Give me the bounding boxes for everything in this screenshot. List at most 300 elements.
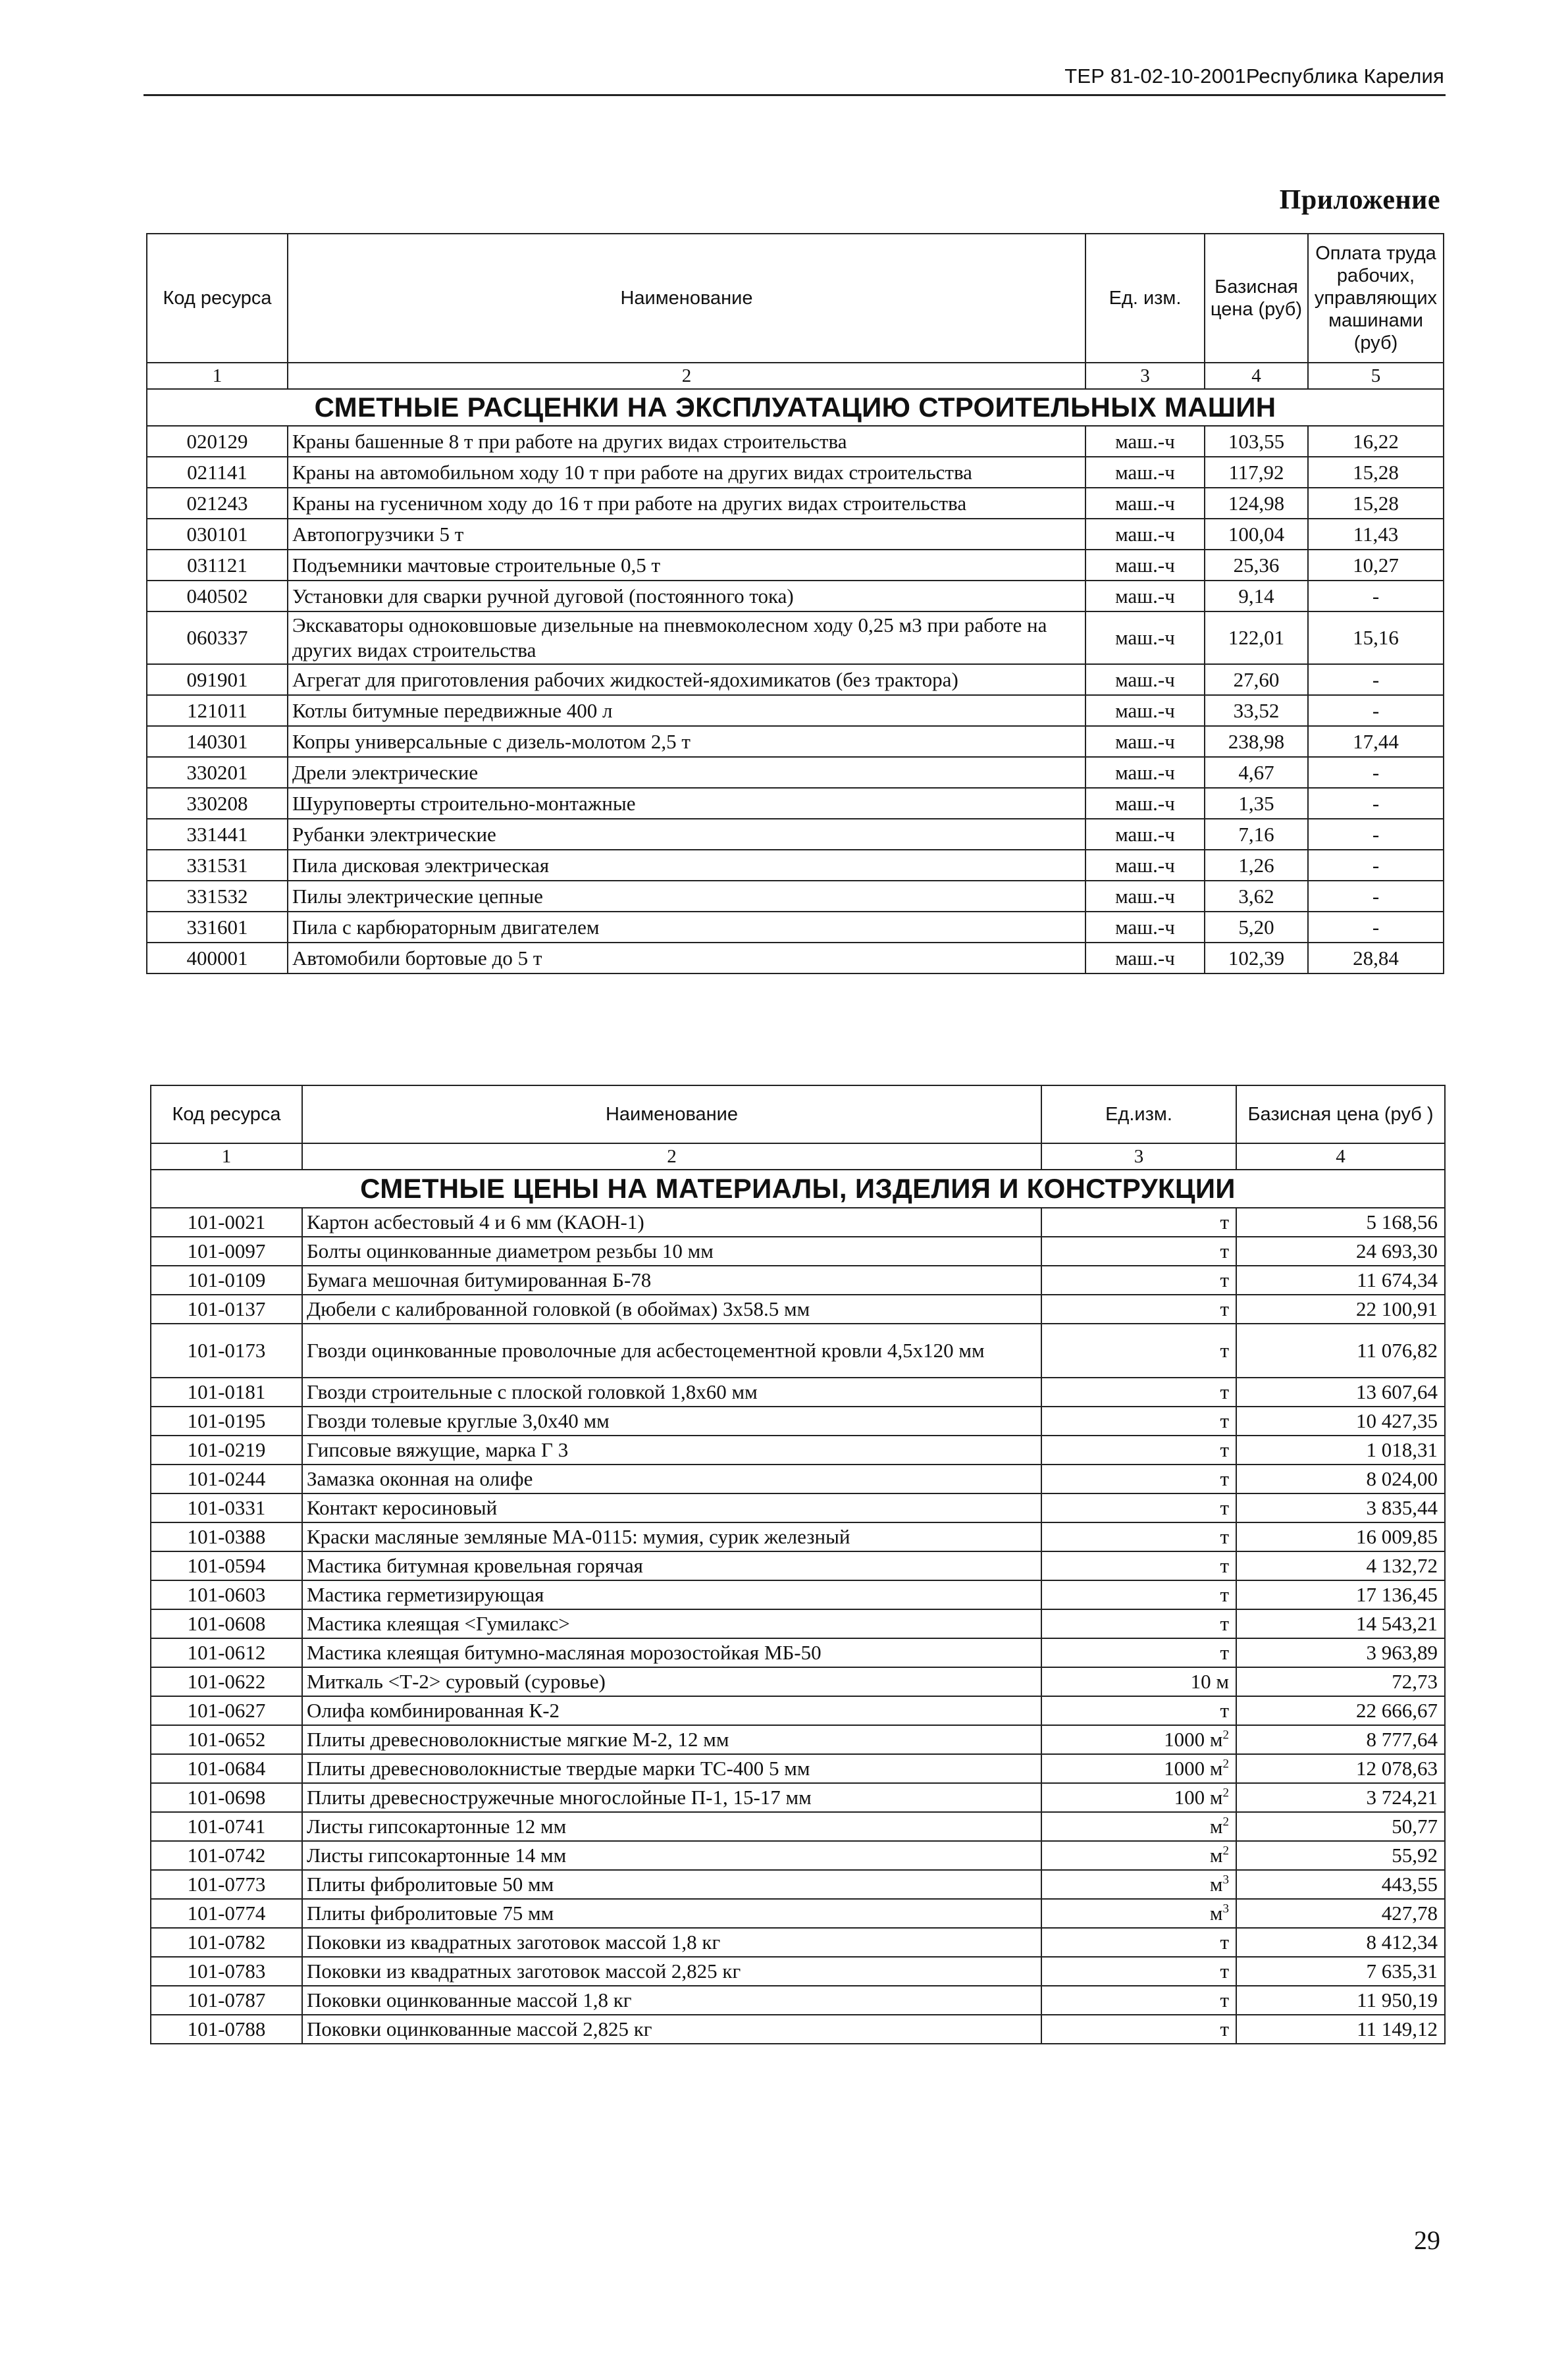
resource-name: Пилы электрические цепные — [288, 881, 1085, 912]
resource-code: 101-0652 — [151, 1725, 302, 1754]
base-price: 10 427,35 — [1236, 1407, 1445, 1436]
table-row — [151, 1324, 1445, 1378]
resource-name: Гвозди толевые круглые 3,0х40 мм — [302, 1407, 1041, 1436]
unit-exponent: 2 — [1222, 1728, 1229, 1742]
machines-section-title: СМЕТНЫЕ РАСЦЕНКИ НА ЭКСПЛУАТАЦИЮ СТРОИТЕЛЬНЫХ МАШИН — [147, 389, 1444, 426]
table-row — [151, 1493, 1445, 1522]
labor-cost: - — [1308, 695, 1444, 726]
base-price: 16 009,85 — [1236, 1522, 1445, 1551]
unit-of-measure: маш.-ч — [1085, 695, 1205, 726]
resource-code: 101-0137 — [151, 1295, 302, 1324]
unit-of-measure: маш.-ч — [1085, 611, 1205, 664]
table-row — [151, 1295, 1445, 1324]
unit-of-measure: маш.-ч — [1085, 488, 1205, 519]
resource-name: Краны на автомобильном ходу 10 т при работе на других видах строительства — [288, 457, 1085, 488]
base-price: 1,35 — [1205, 788, 1308, 819]
unit-of-measure: маш.-ч — [1085, 850, 1205, 881]
table-row — [147, 695, 1444, 726]
base-price: 24 693,30 — [1236, 1237, 1445, 1266]
resource-code: 101-0219 — [151, 1436, 302, 1465]
resource-name: Мастика битумная кровельная горячая — [302, 1551, 1041, 1580]
header-code: Код ресурса — [151, 1085, 302, 1143]
resource-name: Олифа комбинированная К-2 — [302, 1696, 1041, 1725]
resource-code: 101-0612 — [151, 1638, 302, 1667]
resource-code: 101-0627 — [151, 1696, 302, 1725]
resource-code: 101-0331 — [151, 1493, 302, 1522]
unit-of-measure: маш.-ч — [1085, 819, 1205, 850]
table-row — [151, 1208, 1445, 1237]
table-row — [147, 881, 1444, 912]
resource-code: 121011 — [147, 695, 288, 726]
table-row — [151, 1465, 1445, 1493]
materials-section-title: СМЕТНЫЕ ЦЕНЫ НА МАТЕРИАЛЫ, ИЗДЕЛИЯ И КОНСТРУКЦИИ — [151, 1170, 1445, 1208]
base-price: 11 950,19 — [1236, 1986, 1445, 2015]
resource-code: 040502 — [147, 581, 288, 611]
labor-cost: - — [1308, 850, 1444, 881]
base-price: 14 543,21 — [1236, 1609, 1445, 1638]
resource-name: Мастика клеящая битумно-масляная морозостойкая МБ-50 — [302, 1638, 1041, 1667]
labor-cost: 15,28 — [1308, 488, 1444, 519]
base-price: 122,01 — [1205, 611, 1308, 664]
labor-cost: - — [1308, 819, 1444, 850]
base-price: 13 607,64 — [1236, 1378, 1445, 1407]
resource-name: Контакт керосиновый — [302, 1493, 1041, 1522]
resource-code: 091901 — [147, 664, 288, 695]
resource-name: Гвозди строительные с плоской головкой 1,8х60 мм — [302, 1378, 1041, 1407]
resource-code: 101-0742 — [151, 1841, 302, 1870]
header-code: Код ресурса — [147, 234, 288, 363]
resource-code: 101-0741 — [151, 1812, 302, 1841]
table-row — [151, 1812, 1445, 1841]
resource-code: 101-0021 — [151, 1208, 302, 1237]
header-name: Наименование — [288, 234, 1085, 363]
base-price: 4 132,72 — [1236, 1551, 1445, 1580]
unit-text: т — [1220, 1959, 1229, 1983]
unit-text: 1000 м — [1164, 1757, 1223, 1780]
unit-exponent: 2 — [1222, 1786, 1229, 1800]
colnum-3: 3 — [1041, 1143, 1236, 1170]
header-price: Базисная цена (руб) — [1205, 234, 1308, 363]
resource-name: Бумага мешочная битумированная Б-78 — [302, 1266, 1041, 1295]
labor-cost: 15,16 — [1308, 611, 1444, 664]
unit-of-measure — [1041, 1522, 1236, 1551]
table-row — [147, 581, 1444, 611]
unit-of-measure — [1041, 1436, 1236, 1465]
resource-name: Миткаль <Т-2> суровый (суровье) — [302, 1667, 1041, 1696]
resource-name: Листы гипсокартонные 14 мм — [302, 1841, 1041, 1870]
page-number: 29 — [1414, 2225, 1440, 2255]
unit-of-measure — [1041, 1638, 1236, 1667]
resource-name: Копры универсальные с дизель-молотом 2,5 т — [288, 726, 1085, 757]
unit-of-measure — [1041, 1407, 1236, 1436]
unit-of-measure — [1041, 1841, 1236, 1870]
resource-name: Рубанки электрические — [288, 819, 1085, 850]
unit-text: м — [1209, 1902, 1223, 1925]
unit-text: т — [1220, 1612, 1229, 1635]
resource-code: 101-0388 — [151, 1522, 302, 1551]
resource-code: 060337 — [147, 611, 288, 664]
resource-name: Поковки оцинкованные массой 2,825 кг — [302, 2015, 1041, 2044]
colnum-2: 2 — [288, 363, 1085, 389]
resource-name: Плиты фибролитовые 50 мм — [302, 1870, 1041, 1899]
base-price: 8 024,00 — [1236, 1465, 1445, 1493]
resource-code: 101-0787 — [151, 1986, 302, 2015]
labor-cost: - — [1308, 757, 1444, 788]
unit-exponent: 3 — [1222, 1873, 1229, 1887]
base-price: 427,78 — [1236, 1899, 1445, 1928]
unit-of-measure — [1041, 1899, 1236, 1928]
header-labor: Оплата труда рабочих, управляющих машинами (руб) — [1308, 234, 1444, 363]
resource-code: 330201 — [147, 757, 288, 788]
base-price: 22 100,91 — [1236, 1295, 1445, 1324]
table-row — [147, 912, 1444, 943]
resource-code: 101-0684 — [151, 1754, 302, 1783]
base-price: 17 136,45 — [1236, 1580, 1445, 1609]
table-row — [151, 1667, 1445, 1696]
unit-of-measure — [1041, 1667, 1236, 1696]
colnum-1: 1 — [147, 363, 288, 389]
base-price: 7,16 — [1205, 819, 1308, 850]
resource-code: 101-0109 — [151, 1266, 302, 1295]
resource-name: Пила с карбюраторным двигателем — [288, 912, 1085, 943]
table-row — [147, 664, 1444, 695]
table-row — [147, 611, 1444, 664]
unit-of-measure — [1041, 1812, 1236, 1841]
resource-code: 101-0244 — [151, 1465, 302, 1493]
unit-text: т — [1220, 1641, 1229, 1664]
resource-code: 020129 — [147, 426, 288, 457]
labor-cost: 28,84 — [1308, 943, 1444, 973]
colnum-3: 3 — [1085, 363, 1205, 389]
resource-name: Плиты древесностружечные многослойные П-1, 15-17 мм — [302, 1783, 1041, 1812]
machines-section-row — [147, 389, 1444, 426]
resource-code: 101-0782 — [151, 1928, 302, 1957]
unit-text: т — [1220, 1699, 1229, 1722]
table-row — [147, 757, 1444, 788]
base-price: 238,98 — [1205, 726, 1308, 757]
colnum-1: 1 — [151, 1143, 302, 1170]
resource-code: 101-0097 — [151, 1237, 302, 1266]
table-row — [151, 1580, 1445, 1609]
table-row — [151, 1986, 1445, 2015]
resource-code: 331441 — [147, 819, 288, 850]
table-row — [151, 1609, 1445, 1638]
base-price: 4,67 — [1205, 757, 1308, 788]
resource-code: 330208 — [147, 788, 288, 819]
base-price: 55,92 — [1236, 1841, 1445, 1870]
colnum-4: 4 — [1205, 363, 1308, 389]
resource-name: Дюбели с калиброванной головкой (в обоймах) 3х58.5 мм — [302, 1295, 1041, 1324]
unit-of-measure — [1041, 1870, 1236, 1899]
table-row — [151, 1522, 1445, 1551]
unit-exponent: 2 — [1222, 1757, 1229, 1771]
table-row — [151, 1436, 1445, 1465]
unit-text: т — [1220, 1339, 1229, 1362]
base-price: 3 724,21 — [1236, 1783, 1445, 1812]
unit-of-measure — [1041, 1266, 1236, 1295]
header-price: Базисная цена (руб ) — [1236, 1085, 1445, 1143]
base-price: 102,39 — [1205, 943, 1308, 973]
unit-of-measure: маш.-ч — [1085, 519, 1205, 550]
table-row — [151, 1957, 1445, 1986]
unit-of-measure: маш.-ч — [1085, 757, 1205, 788]
resource-name: Гипсовые вяжущие, марка Г 3 — [302, 1436, 1041, 1465]
labor-cost: 16,22 — [1308, 426, 1444, 457]
unit-text: т — [1220, 1988, 1229, 2011]
materials-colnum-row — [151, 1143, 1445, 1170]
resource-name: Мастика герметизирующая — [302, 1580, 1041, 1609]
unit-text: т — [1220, 1496, 1229, 1519]
unit-of-measure — [1041, 1986, 1236, 2015]
resource-code: 101-0698 — [151, 1783, 302, 1812]
unit-text: 100 м — [1174, 1786, 1223, 1809]
unit-of-measure: маш.-ч — [1085, 664, 1205, 695]
unit-text: т — [1220, 1210, 1229, 1233]
page-header — [144, 61, 1446, 96]
labor-cost: - — [1308, 664, 1444, 695]
table-row — [151, 1870, 1445, 1899]
unit-text: т — [1220, 1583, 1229, 1606]
labor-cost: 15,28 — [1308, 457, 1444, 488]
unit-of-measure — [1041, 1324, 1236, 1378]
resource-name: Краны на гусеничном ходу до 16 т при работе на других видах строительства — [288, 488, 1085, 519]
colnum-4: 4 — [1236, 1143, 1445, 1170]
resource-code: 101-0622 — [151, 1667, 302, 1696]
unit-text: т — [1220, 1554, 1229, 1577]
base-price: 103,55 — [1205, 426, 1308, 457]
resource-name: Дрели электрические — [288, 757, 1085, 788]
table-row — [147, 788, 1444, 819]
resource-name: Гвозди оцинкованные проволочные для асбестоцементной кровли 4,5х120 мм — [302, 1324, 1041, 1378]
unit-of-measure — [1041, 1928, 1236, 1957]
resource-code: 101-0773 — [151, 1870, 302, 1899]
unit-text: т — [1220, 1297, 1229, 1320]
base-price: 8 412,34 — [1236, 1928, 1445, 1957]
table-row — [151, 1754, 1445, 1783]
resource-name: Поковки оцинкованные массой 1,8 кг — [302, 1986, 1041, 2015]
base-price: 3 963,89 — [1236, 1638, 1445, 1667]
base-price: 11 076,82 — [1236, 1324, 1445, 1378]
unit-of-measure: маш.-ч — [1085, 426, 1205, 457]
resource-name: Установки для сварки ручной дуговой (постоянного тока) — [288, 581, 1085, 611]
base-price: 27,60 — [1205, 664, 1308, 695]
unit-of-measure — [1041, 1609, 1236, 1638]
header-title: ТЕР 81-02-10-2001Республика Карелия — [1064, 65, 1444, 88]
unit-of-measure: маш.-ч — [1085, 457, 1205, 488]
table-row — [151, 1266, 1445, 1295]
resource-code: 331531 — [147, 850, 288, 881]
table-row — [147, 457, 1444, 488]
resource-name: Плиты древесноволокнистые мягкие М-2, 12 мм — [302, 1725, 1041, 1754]
table-row — [147, 850, 1444, 881]
resource-code: 101-0788 — [151, 2015, 302, 2044]
base-price: 11 149,12 — [1236, 2015, 1445, 2044]
table-row — [151, 1551, 1445, 1580]
table-row — [151, 1407, 1445, 1436]
unit-of-measure: маш.-ч — [1085, 788, 1205, 819]
base-price: 25,36 — [1205, 550, 1308, 581]
resource-code: 101-0195 — [151, 1407, 302, 1436]
labor-cost: 11,43 — [1308, 519, 1444, 550]
table-row — [151, 2015, 1445, 2044]
base-price: 443,55 — [1236, 1870, 1445, 1899]
base-price: 33,52 — [1205, 695, 1308, 726]
resource-code: 400001 — [147, 943, 288, 973]
table-row — [147, 726, 1444, 757]
base-price: 3,62 — [1205, 881, 1308, 912]
unit-text: м — [1209, 1873, 1223, 1896]
unit-of-measure — [1041, 1237, 1236, 1266]
unit-of-measure: маш.-ч — [1085, 912, 1205, 943]
machines-table — [146, 233, 1444, 974]
resource-name: Плиты древесноволокнистые твердые марки ТС-400 5 мм — [302, 1754, 1041, 1783]
resource-name: Автомобили бортовые до 5 т — [288, 943, 1085, 973]
base-price: 124,98 — [1205, 488, 1308, 519]
base-price: 8 777,64 — [1236, 1725, 1445, 1754]
table-row — [151, 1237, 1445, 1266]
unit-of-measure — [1041, 1208, 1236, 1237]
unit-of-measure — [1041, 1493, 1236, 1522]
resource-code: 021243 — [147, 488, 288, 519]
resource-code: 030101 — [147, 519, 288, 550]
table-row — [151, 1841, 1445, 1870]
materials-section-row — [151, 1170, 1445, 1208]
table-row — [151, 1378, 1445, 1407]
unit-of-measure — [1041, 1754, 1236, 1783]
resource-name: Мастика клеящая <Гумилакс> — [302, 1609, 1041, 1638]
unit-of-measure — [1041, 1551, 1236, 1580]
unit-text: т — [1220, 1409, 1229, 1432]
resource-code: 331532 — [147, 881, 288, 912]
resource-name: Экскаваторы одноковшовые дизельные на пневмоколесном ходу 0,25 м3 при работе на других видах строительства — [288, 611, 1085, 664]
labor-cost: - — [1308, 581, 1444, 611]
unit-exponent: 2 — [1222, 1844, 1229, 1858]
materials-table — [150, 1085, 1446, 2044]
resource-code: 101-0774 — [151, 1899, 302, 1928]
unit-text: 1000 м — [1164, 1728, 1223, 1751]
unit-text: т — [1220, 2017, 1229, 2040]
base-price: 50,77 — [1236, 1812, 1445, 1841]
resource-code: 101-0594 — [151, 1551, 302, 1580]
unit-of-measure — [1041, 2015, 1236, 2044]
header-unit: Ед.изм. — [1041, 1085, 1236, 1143]
table-row — [147, 426, 1444, 457]
table-row — [151, 1696, 1445, 1725]
resource-name: Котлы битумные передвижные 400 л — [288, 695, 1085, 726]
machines-header-row — [147, 234, 1444, 363]
unit-of-measure: маш.-ч — [1085, 550, 1205, 581]
labor-cost: - — [1308, 788, 1444, 819]
base-price: 1 018,31 — [1236, 1436, 1445, 1465]
unit-exponent: 3 — [1222, 1902, 1229, 1916]
table-row — [147, 943, 1444, 973]
labor-cost: 10,27 — [1308, 550, 1444, 581]
header-unit: Ед. изм. — [1085, 234, 1205, 363]
labor-cost: - — [1308, 912, 1444, 943]
table-row — [147, 550, 1444, 581]
table-row — [151, 1928, 1445, 1957]
unit-text: м — [1209, 1815, 1223, 1838]
unit-of-measure: маш.-ч — [1085, 581, 1205, 611]
resource-code: 101-0181 — [151, 1378, 302, 1407]
unit-of-measure — [1041, 1580, 1236, 1609]
table-row — [151, 1783, 1445, 1812]
unit-exponent: 2 — [1222, 1815, 1229, 1829]
resource-name: Краны башенные 8 т при работе на других видах строительства — [288, 426, 1085, 457]
base-price: 117,92 — [1205, 457, 1308, 488]
header-name: Наименование — [302, 1085, 1041, 1143]
base-price: 3 835,44 — [1236, 1493, 1445, 1522]
resource-code: 140301 — [147, 726, 288, 757]
table-row — [147, 519, 1444, 550]
unit-of-measure: маш.-ч — [1085, 726, 1205, 757]
unit-text: т — [1220, 1467, 1229, 1490]
resource-code: 331601 — [147, 912, 288, 943]
unit-text: т — [1220, 1380, 1229, 1403]
base-price: 12 078,63 — [1236, 1754, 1445, 1783]
resource-name: Листы гипсокартонные 12 мм — [302, 1812, 1041, 1841]
unit-of-measure — [1041, 1725, 1236, 1754]
unit-of-measure — [1041, 1295, 1236, 1324]
resource-name: Картон асбестовый 4 и 6 мм (КАОН-1) — [302, 1208, 1041, 1237]
colnum-5: 5 — [1308, 363, 1444, 389]
resource-code: 031121 — [147, 550, 288, 581]
colnum-2: 2 — [302, 1143, 1041, 1170]
unit-of-measure — [1041, 1957, 1236, 1986]
resource-code: 101-0173 — [151, 1324, 302, 1378]
base-price: 72,73 — [1236, 1667, 1445, 1696]
base-price: 9,14 — [1205, 581, 1308, 611]
labor-cost: - — [1308, 881, 1444, 912]
unit-of-measure — [1041, 1783, 1236, 1812]
unit-text: 10 м — [1190, 1670, 1229, 1693]
base-price: 7 635,31 — [1236, 1957, 1445, 1986]
resource-name: Автопогрузчики 5 т — [288, 519, 1085, 550]
resource-name: Краски масляные земляные МА-0115: мумия, сурик железный — [302, 1522, 1041, 1551]
resource-name: Поковки из квадратных заготовок массой 1,8 кг — [302, 1928, 1041, 1957]
table-row — [151, 1638, 1445, 1667]
resource-name: Болты оцинкованные диаметром резьбы 10 мм — [302, 1237, 1041, 1266]
unit-of-measure: маш.-ч — [1085, 881, 1205, 912]
unit-of-measure: маш.-ч — [1085, 943, 1205, 973]
base-price: 11 674,34 — [1236, 1266, 1445, 1295]
machines-colnum-row — [147, 363, 1444, 389]
resource-code: 101-0603 — [151, 1580, 302, 1609]
resource-name: Агрегат для приготовления рабочих жидкостей-ядохимикатов (без трактора) — [288, 664, 1085, 695]
base-price: 100,04 — [1205, 519, 1308, 550]
unit-of-measure — [1041, 1696, 1236, 1725]
unit-text: м — [1209, 1844, 1223, 1867]
resource-name: Подъемники мачтовые строительные 0,5 т — [288, 550, 1085, 581]
resource-name: Замазка оконная на олифе — [302, 1465, 1041, 1493]
resource-code: 101-0783 — [151, 1957, 302, 1986]
table-row — [147, 488, 1444, 519]
labor-cost: 17,44 — [1308, 726, 1444, 757]
materials-header-row — [151, 1085, 1445, 1143]
base-price: 22 666,67 — [1236, 1696, 1445, 1725]
resource-code: 021141 — [147, 457, 288, 488]
unit-text: т — [1220, 1268, 1229, 1291]
resource-name: Плиты фибролитовые 75 мм — [302, 1899, 1041, 1928]
resource-name: Шуруповерты строительно-монтажные — [288, 788, 1085, 819]
table-row — [147, 819, 1444, 850]
resource-name: Поковки из квадратных заготовок массой 2,825 кг — [302, 1957, 1041, 1986]
table-row — [151, 1899, 1445, 1928]
base-price: 5,20 — [1205, 912, 1308, 943]
unit-text: т — [1220, 1438, 1229, 1461]
resource-code: 101-0608 — [151, 1609, 302, 1638]
base-price: 5 168,56 — [1236, 1208, 1445, 1237]
